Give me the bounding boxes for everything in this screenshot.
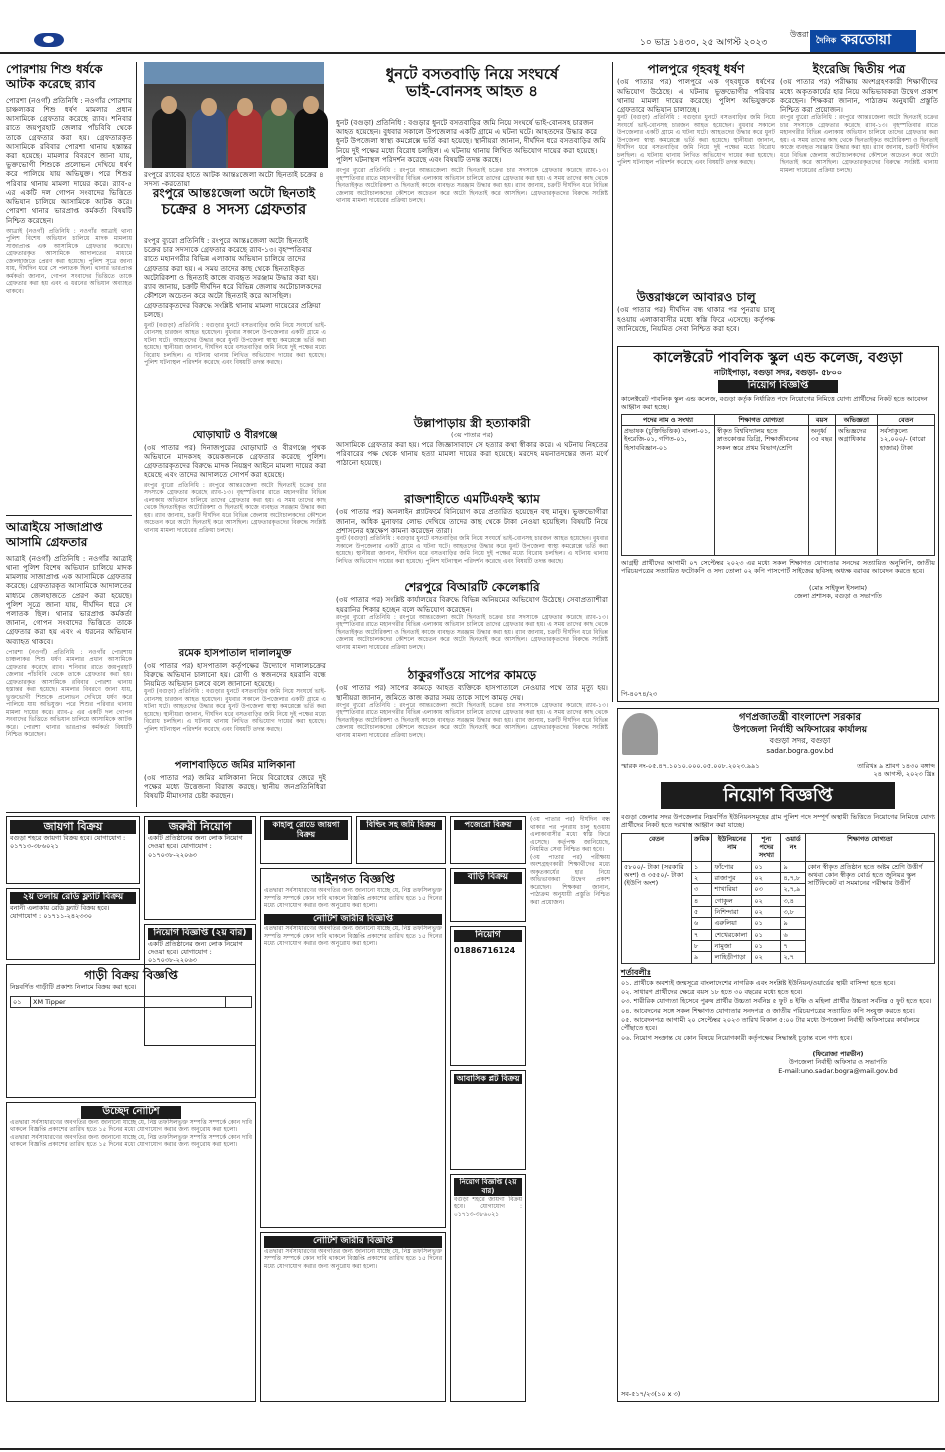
ad-table (621, 414, 935, 556)
ad-body: বগুড়া শহরে জায়গা বিক্রয় হবে। যোগাযোগ : ০১৭১৩-৩৮৬০২১ (10, 834, 126, 851)
article-body-cont: রংপুর ব্যুরো প্রতিনিধি : রংপুরে আন্তঃজেলা অটো ছিনতাই চক্রের চার সদস্যকে গ্রেফতার করেছে র‌্যাব-১৩। বৃহস্পতিবার রাতে মহানগরীর বিভিন্ন এলাকায় অভিযান চালিয়ে তাদের গ্রেফতার করা হয়। এ সময় তাদের কাছ থেকে ছিনতাইকৃত অটোরিকশা ও ছিনতাই কাজে ব্যবহৃত সরঞ্জাম উদ্ধার করা হয়। র‌্যাব জানায়, চক্রটি দীর্ঘদিন ধরে বিভিন্ন জেলায় অটোচালকদের কৌশলে অচেতন করে অটো ছিনতাই করে আসছিল। গ্রেফতারকৃতদের বিরুদ্ধে সংশ্লিষ্ট থানায় মামলা দায়েরের প্রক্রিয়া চলছে। (336, 701, 608, 739)
article-title: পালপুরে গৃহবধূ ধর্ষণ (647, 62, 745, 76)
table-header: শূন্য পদের সংখ্যা (752, 833, 781, 861)
headline-line1: ধুনটে বসতবাড়ি নিয়ে সংঘর্ষে (385, 65, 559, 83)
table-cell: ০১ (752, 861, 781, 872)
gov-date (857, 762, 935, 779)
table-cell: ০১ (11, 996, 31, 1007)
gari-table (10, 996, 252, 1008)
ad-heading: বিল্ডিং সহ জমি বিক্রয় (360, 820, 442, 830)
table-cell: এরুলিয়া (712, 918, 752, 929)
table-header: বেতন (622, 833, 692, 861)
table-cell: ৪,৭,৮ (781, 873, 805, 884)
table-cell: রাজাপুর (712, 873, 752, 884)
headline-line2: ভাই-বোনসহ আহত ৪ (406, 81, 538, 100)
article-ullapara (336, 416, 608, 488)
ad-heading: ২য় তলায় রেডি ফ্ল্যাট বিক্রয় (10, 892, 136, 904)
article-body-cont: রংপুর ব্যুরো প্রতিনিধি : রংপুরে আন্তঃজেলা অটো ছিনতাই চক্রের চার সদস্যকে গ্রেফতার করেছে র‌্যাব-১৩। বৃহস্পতিবার রাতে মহানগরীর বিভিন্ন এলাকায় অভিযান চালিয়ে তাদের গ্রেফতার করা হয়। এ সময় তাদের কাছ থেকে ছিনতাইকৃত অটোরিকশা ও ছিনতাই কাজে ব্যবহৃত সরঞ্জাম উদ্ধার করা হয়। র‌্যাব জানায়, চক্রটি দীর্ঘদিন ধরে বিভিন্ন জেলায় অটোচালকদের কৌশলে অচেতন করে অটো ছিনতাই করে আসছিল। গ্রেফতারকৃতদের বিরুদ্ধে সংশ্লিষ্ট থানায় মামলা দায়েরের প্রক্রিয়া চলছে। (144, 481, 326, 534)
table-cell: ১ (692, 861, 712, 872)
article-title: উল্লাপাড়ায় স্ত্রী হত্যাকারী (413, 416, 531, 430)
table-cell: ০১ (752, 940, 781, 951)
table-cell: ৫ (692, 906, 712, 917)
photo-head (237, 98, 253, 116)
article-body-cont: পোরশা (নওগাঁ) প্রতিনিধি : নওগাঁর পোরশায় চাঞ্চল্যকর শিশু ধর্ষণ মামলার প্রধান আসামিকে গ্রেফতার করেছে র‌্যাব। শনিবার রাতে জয়পুরহাট জেলার পাঁচবিবি থেকে তাকে গ্রেফতার করা হয়। গ্রেফতারকৃত আসামিকে রবিবার পোরশা থানায় হস্তান্তর করা হয়েছে। মামলার বিবরণে জানা যায়, ভুক্তভোগী শিশুকে প্রলোভন দেখিয়ে ধর্ষণ করে পালিয়ে যায় অভিযুক্ত। পরে শিশুর পরিবার থানায় মামলা দায়ের করে। র‌্যাব-৫ এর একটি দল গোপন সংবাদের ভিত্তিতে অভিযান চালিয়ে আসামিকে আটক করে। পোরশা থানার ভারপ্রাপ্ত কর্মকর্তা বিষয়টি নিশ্চিত করেছেন। (6, 648, 132, 739)
article-body: (৩য় পাতার পর) পরীক্ষায় অংশগ্রহণকারী শিক্ষার্থীদের মধ্যে অকৃতকার্যের হার নিয়ে অভিভাবকরা উদ্বেগ প্রকাশ করেছেন। শিক্ষকরা জানান, পাঠ্যক্রম অনুযায়ী প্রস্তুতি নিশ্চিত করা প্রয়োজন। (780, 77, 938, 115)
ad-heading: পজেরো বিক্রয় (454, 820, 522, 830)
article-title-2: আটক করেছে র‌্যাব (6, 77, 96, 92)
table-header: ক্রমিক (692, 833, 712, 861)
photo-head (303, 96, 319, 114)
table-cell: ২,৭ (781, 952, 805, 963)
table-cell: ৩,৪ (781, 895, 805, 906)
column-rule (612, 62, 613, 702)
news-photo (144, 62, 324, 168)
article-body-cont: আত্রাই (নওগাঁ) প্রতিনিধি : নওগাঁর আত্রাই থানা পুলিশ বিশেষ অভিযান চালিয়ে মাদক মামলায় সাজাপ্রাপ্ত এক আসামিকে গ্রেফতার করেছে। গ্রেফতারকৃত আসামিকে আদালতের মাধ্যমে জেলহাজতে প্রেরণ করা হয়েছে। পুলিশ সূত্রে জানা যায়, দীর্ঘদিন ধরে সে পলাতক ছিল। থানার ভারপ্রাপ্ত কর্মকর্তা জানান, গোপন সংবাদের ভিত্তিতে তাকে গ্রেফতার করা হয় এবং এ ধরনের অভিযান অব্যাহত থাকবে। (6, 227, 132, 295)
ad-heading: কাহালু রোডে জায়গা বিক্রয় (264, 820, 348, 840)
ad-phone: 01886716124 (454, 945, 516, 955)
page-logo-icon (34, 33, 64, 47)
table-header: বয়স (808, 414, 835, 425)
terms-title: শর্তাবলীঃ (621, 967, 652, 977)
article-palpur (617, 62, 775, 287)
misc-text-2: (৩য় পাতার পর) পরীক্ষায় অংশগ্রহণকারী শিক্ষার্থীদের মধ্যে অকৃতকার্যের হার নিয়ে অভিভাবকরা উদ্বেগ প্রকাশ করেছেন। শিক্ষকরা জানান, পাঠ্যক্রম অনুযায়ী প্রস্তুতি নিশ্চিত করা প্রয়োজন। (530, 853, 610, 906)
article-title: রাজশাহীতে এমটিএফই স্ক্যাম (404, 492, 540, 506)
ad-niyog (450, 926, 526, 1066)
table-cell: কোন স্বীকৃত প্রতিষ্ঠান হতে অষ্টম শ্রেণি উত্তীর্ণ অথবা কোন স্বীকৃত বোর্ড হতে জুনিয়র স্কুল সার্টিফিকেট বা সমমানের পরীক্ষায় উত্তীর্ণ (805, 861, 934, 963)
table-cell: XM Tipper (31, 996, 226, 1007)
table-cell: ৯ (781, 861, 805, 872)
table-cell: ৩,৮ (781, 906, 805, 917)
ad-pajero (450, 816, 526, 864)
table-cell: ০১ (752, 929, 781, 940)
article-title: ঠাকুরগাঁওয়ে সাপের কামড়ে (407, 668, 537, 682)
portrait-icon (622, 713, 658, 755)
photo-person (294, 108, 328, 168)
table-cell: প্রভাষক (চুক্তিভিত্তিক) বাংলা-০১, ইংরেজি-০১, গণিত-০১, হিসাববিজ্ঞান-০১ (622, 425, 715, 555)
article-title: শেরপুরে বিআরটি কেলেঙ্কারি (404, 580, 540, 594)
gov-date-1: তারিখঃ ৯ শ্রাবণ ১৪৩০ বঙ্গাব্দ (857, 761, 935, 770)
terms-item: ০৫. আবেদনপত্র আগামী ২০ সেপ্টেম্বর ২০২৩ তারিখ বিকাল ৫:০০ টার মধ্যে উপজেলা নির্বাহী অফিসারের কার্যালয়ে পৌঁছাতে হবে। (621, 1016, 920, 1033)
table-cell: ৯ (781, 918, 805, 929)
ad-gari (6, 964, 256, 1098)
article-rangpur-body (144, 236, 326, 426)
terms-list (621, 979, 935, 1042)
ad-address: নাটাইপাড়া, বগুড়া সদর, বগুড়া- ৫৮০০ (713, 367, 843, 377)
column-rule (136, 62, 137, 807)
article-english (780, 62, 938, 342)
ad-body: নিম্নবর্ণিত গাড়ীটি প্রকাশ্য নিলামে বিক্রয় করা হবে। (10, 983, 137, 992)
table-header: ইউনিয়নের নাম (712, 833, 752, 861)
gov-signature (741, 1050, 935, 1075)
terms-item: ০২. সাধারণ প্রার্থীদের ক্ষেত্রে বয়স ১৮ হতে ৩০ বছরের মধ্যে হতে হবে। (621, 988, 803, 997)
terms-item: ০৪. আবেদনের সঙ্গে সকল শিক্ষাগত যোগ্যতার সনদপত্র ও জাতীয় পরিচয়পত্রের সত্যায়িত কপি সংযুক্ত করতে হবে। (621, 1006, 915, 1015)
table-cell: ০২ (752, 952, 781, 963)
article-body: (৩য় পাতার পর) পালপুরে এক গৃহবধূকে ধর্ষণের অভিযোগ উঠেছে। এ ঘটনায় ভুক্তভোগীর পরিবার থানায় মামলা দায়ের করেছে। পুলিশ অভিযুক্তকে গ্রেফতারে অভিযান চালাচ্ছে। (617, 77, 775, 115)
ad-building (356, 816, 446, 864)
ad-body: একটি প্রতিষ্ঠানের জন্য লোক নিয়োগ দেওয়া হবে। যোগাযোগ : ০১৭০৩৮-২২০৬৩ (148, 834, 243, 859)
ad-plot (450, 1070, 526, 1170)
notice-body: এতদ্বারা সর্বসাধারণের অবগতির জন্য জানানো যাচ্ছে যে, নিম্ন তফসিলভুক্ত সম্পত্তি সম্পর্কে কোন দাবি থাকলে বিজ্ঞপ্তি প্রকাশের তারিখ হতে ১৫ দিনের মধ্যে যোগাযোগ করার জন্য অনুরোধ করা হলো। (264, 925, 442, 948)
gov-table-body (622, 861, 935, 963)
ad-kahalu (260, 816, 352, 864)
signature-name: (মোঃ সাইফুল ইসলাম) (809, 583, 867, 592)
terms-item: ০৬. নিয়োগ সংক্রান্ত যে কোন বিষয়ে নিয়োগকারী কর্তৃপক্ষের সিদ্ধান্তই চূড়ান্ত বলে গণ্য হবে। (621, 1033, 853, 1042)
table-cell: ০৩ (752, 884, 781, 895)
table-cell: নিশিন্দারা (712, 906, 752, 917)
ad-body-cont: এতদ্বারা সর্বসাধারণের অবগতির জন্য জানানো যাচ্ছে যে, নিম্ন তফসিলভুক্ত সম্পত্তি সম্পর্কে কোন দাবি থাকলে বিজ্ঞপ্তি প্রকাশের তারিখ হতে ১৫ দিনের মধ্যে যোগাযোগ করার জন্য অনুরোধ করা হলো। (10, 1133, 252, 1149)
article-title: পোরশায় শিশু ধর্ষকে (6, 62, 103, 76)
ad-title: কালেক্টরেট পাবলিক স্কুল এন্ড কলেজ, বগুড়া (653, 350, 903, 366)
article-dhunat-body (336, 118, 608, 413)
table-cell: ২ (692, 873, 712, 884)
ad-heading: জায়গা বিক্রয় (10, 820, 136, 834)
notice-heading: নোটিশ জারীর বিজ্ঞপ্তি (264, 914, 442, 926)
article-title: উত্তরাঞ্চলে আবারও চালু (636, 290, 756, 304)
header-date: ১০ ভাদ্র ১৪৩০, ২৫ আগস্ট ২০২৩ (640, 38, 768, 48)
ad-legal (260, 868, 446, 1228)
ad-notice-badge: নিয়োগ বিজ্ঞপ্তি (718, 380, 838, 393)
table-cell: অনূর্ধ্ব ৩৫ বছর (808, 425, 835, 555)
article-body: আসামিকে গ্রেফতার করা হয়। পরে জিজ্ঞাসাবাদে সে হত্যার কথা স্বীকার করে। এ ঘটনায় নিহতের পরিবারের পক্ষ থেকে থানায় হত্যা মামলা দায়ের করা হয়েছে। মরদেহ ময়নাতদন্তের জন্য মর্গে পাঠানো হয়েছে। (336, 439, 608, 468)
ad-bari (450, 868, 526, 922)
terms-item: ০১. প্রার্থীকে অবশ্যই জন্মসূত্রে বাংলাদেশের নাগরিক এবং সংশ্লিষ্ট ইউনিয়ন/ওয়ার্ডের স্থায়ী বাসিন্দা হতে হবে। (621, 978, 896, 987)
header-page-label: উত্তরা (790, 30, 809, 39)
article-title: আত্রাইয়ে সাজাপ্রাপ্ত (6, 520, 103, 534)
table-header: ওয়ার্ড নং (781, 833, 805, 861)
table-row (622, 861, 935, 872)
photo-person (262, 108, 296, 168)
table-header: পদের নাম ও সংখ্যা (622, 414, 715, 425)
table-cell: ৫৮০০/- টাকা (সরকারি অংশ) ও ৩৫৫০/- টাকা (ইউপি অংশ) (622, 861, 692, 963)
footer-rule (0, 1448, 945, 1450)
terms-item: ০৩. শারীরিক যোগ্যতা হিসেবে পুরুষ প্রার্থীর উচ্চতা সর্বনিম্ন ৫ ফুট ৪ ইঞ্চি ও মহিলা প্রার্থীর উচ্চতা সর্বনিম্ন ৫ ফুট হতে হবে। (621, 997, 932, 1006)
article-body: (৩য় পাতার পর) দীর্ঘদিন বন্ধ থাকার পর পুনরায় চালু হওয়ায় এলাকাবাসীর মধ্যে স্বস্তি ফিরে এসেছে। কর্তৃপক্ষ জানিয়েছে, নিয়মিত সেবা নিশ্চিত করা হবে। (617, 305, 775, 333)
misc-column (530, 816, 610, 1402)
ad-flat (6, 888, 140, 960)
article-atrai (6, 520, 132, 800)
article-title: ইংরেজি দ্বিতীয় পত্র (812, 62, 906, 76)
ad-heading: নিয়োগ (454, 930, 522, 942)
table-cell: ০২ (752, 873, 781, 884)
ad-heading: বাড়ি বিক্রয় (454, 872, 522, 884)
photo-head (161, 96, 177, 114)
gov-place: বগুড়া সদর, বগুড়া (769, 736, 831, 746)
ad-heading: উচ্ছেদ নোটিশ (81, 1106, 181, 1119)
table-cell: গোকুল (712, 895, 752, 906)
headline-line2: চক্রের ৪ সদস্য গ্রেফতার (161, 200, 307, 219)
ad-intro: কালেক্টরেট পাবলিক স্কুল এন্ড কলেজ, বগুড়া কর্তৃক নির্ধারিত পদে নিয়োগের নিমিত্তে যোগ্য প্রার্থীদের নিকট হতে আবেদন আহ্বান করা হচ্ছে। (621, 394, 928, 412)
article-polash (144, 760, 326, 810)
table-cell: ৬ (781, 929, 805, 940)
article-title: ঘোড়াঘাট ও বীরগঞ্জে (192, 430, 278, 441)
ad-code: সব-৫১৭/২৩(১০ x ৩) (621, 1389, 681, 1398)
table-cell: ৯ (692, 952, 712, 963)
ad-heading: গাড়ী বিক্রয় বিজ্ঞপ্তি (84, 968, 178, 982)
ad-uchched (6, 1102, 256, 1402)
photo-person (228, 108, 262, 168)
table-header: অভিজ্ঞতা (835, 414, 877, 425)
gov-email: E-mail:uno.sadar.bogra@mail.gov.bd (778, 1066, 898, 1075)
article-ghoraghat (144, 430, 326, 645)
divider (6, 515, 132, 516)
divider (6, 812, 610, 813)
article-body: (৩য় পাতার পর) হাসপাতাল কর্তৃপক্ষের উদ্যোগে দালালচক্রের বিরুদ্ধে অভিযান চালানো হয়। রোগী ও স্বজনদের হয়রানি বন্ধে নিয়মিত অভিযান চলবে বলে জানানো হয়েছে। (144, 660, 326, 689)
masthead-name: করতোয়া (841, 32, 892, 49)
table-cell: সর্বসাকুল্যে ১২,০০০/- (বারো হাজার) টাকা (877, 425, 934, 555)
gov-memo-row (621, 762, 935, 779)
table-cell: ০১ (752, 918, 781, 929)
ad-terms: আগ্রহী প্রার্থীদের আগামী ০৭ সেপ্টেম্বর ২০২৩ এর মধ্যে সকল শিক্ষাগত যোগ্যতার সনদের সত্যায়িত অনুলিপি, জাতীয় পরিচয়পত্রের সত্যায়িত ফটোকপি ও সদ্য তোলা ০২ কপি পাসপোর্ট সাইজের ছবিসহ অধ্যক্ষ বরাবর আবেদন করতে হবে। (621, 558, 935, 576)
article-body: আত্রাই (নওগাঁ) প্রতিনিধি : নওগাঁর আত্রাই থানা পুলিশ বিশেষ অভিযান চালিয়ে মাদক মামলায় সাজাপ্রাপ্ত এক আসামিকে গ্রেফতার করেছে। গ্রেফতারকৃত আসামিকে আদালতের মাধ্যমে জেলহাজতে প্রেরণ করা হয়েছে। পুলিশ সূত্রে জানা যায়, দীর্ঘদিন ধরে সে পলাতক ছিল। থানার ভারপ্রাপ্ত কর্মকর্তা জানান, গোপন সংবাদের ভিত্তিতে তাকে গ্রেফতার করা হয় এবং এ ধরনের অভিযান অব্যাহত থাকবে। (6, 553, 132, 646)
gov-notice-badge: নিয়োগ বিজ্ঞপ্তি (661, 782, 895, 809)
table-cell: ৩ (692, 884, 712, 895)
table-header: শিক্ষাগত যোগ্যতা (714, 414, 808, 425)
gov-title: গণপ্রজাতন্ত্রী বাংলাদেশ সরকার (739, 712, 861, 723)
headline-dhunat (336, 66, 608, 116)
article-body-cont: রংপুর ব্যুরো প্রতিনিধি : রংপুরে আন্তঃজেলা অটো ছিনতাই চক্রের চার সদস্যকে গ্রেফতার করেছে র‌্যাব-১৩। বৃহস্পতিবার রাতে মহানগরীর বিভিন্ন এলাকায় অভিযান চালিয়ে তাদের গ্রেফতার করা হয়। এ সময় তাদের কাছ থেকে ছিনতাইকৃত অটোরিকশা ও ছিনতাই কাজে ব্যবহৃত সরঞ্জাম উদ্ধার করা হয়। র‌্যাব জানায়, চক্রটি দীর্ঘদিন ধরে বিভিন্ন জেলায় অটোচালকদের কৌশলে অচেতন করে অটো ছিনতাই করে আসছিল। গ্রেফতারকৃতদের বিরুদ্ধে সংশ্লিষ্ট থানায় মামলা দায়েরের প্রক্রিয়া চলছে। (336, 613, 608, 651)
table-cell: ৭ (692, 929, 712, 940)
ad-body: এতদ্বারা সর্বসাধারণের অবগতির জন্য জানানো যাচ্ছে যে, নিম্ন তফসিলভুক্ত সম্পত্তি সম্পর্কে কোন দাবি থাকলে বিজ্ঞপ্তি প্রকাশের তারিখ হতে ১৫ দিনের মধ্যে যোগাযোগ করার জন্য অনুরোধ করা হলো। (264, 887, 442, 910)
photo-person (192, 108, 226, 168)
table-cell: ফাঁপোর (712, 861, 752, 872)
ad-jaiga (6, 816, 140, 884)
ad-heading: নোটিশ জারীর বিজ্ঞপ্তি (264, 1236, 442, 1248)
ad-body: এতদ্বারা সর্বসাধারণের অবগতির জন্য জানানো যাচ্ছে যে, নিম্ন তফসিলভুক্ত সম্পত্তি সম্পর্কে কোন দাবি থাকলে বিজ্ঞপ্তি প্রকাশের তারিখ হতে ১৫ দিনের মধ্যে যোগাযোগ করার জন্য অনুরোধ করা হলো। (264, 1247, 442, 1270)
masthead (810, 30, 916, 52)
article-body: ধুনট (বগুড়া) প্রতিনিধি : বগুড়ার ধুনটে বসতবাড়ির জমি নিয়ে সংঘর্ষে ভাই-বোনসহ চারজন আহত হয়েছেন। বুধবার সকালে উপজেলার একটি গ্রামে এ ঘটনা ঘটে। আহতদের উদ্ধার করে ধুনট উপজেলা স্বাস্থ্য কমপ্লেক্সে ভর্তি করা হয়েছে। স্থানীয়রা জানান, দীর্ঘদিন ধরে বসতবাড়ির জমি নিয়ে দুই পক্ষের মধ্যে বিরোধ চলছিল। এ ঘটনায় থানায় লিখিত অভিযোগ দায়ের করা হয়েছে। পুলিশ ঘটনাস্থল পরিদর্শন করেছে এবং বিষয়টি তদন্ত করছে। (336, 118, 606, 164)
photo-caption: রংপুরে র‌্যাবের হাতে আটক আন্তঃজেলা অটো ছিনতাই চক্রের ৪ সদস্য -করতোয়া (144, 170, 324, 189)
article-title: রমেক হাসপাতাল দালালমুক্ত (178, 648, 292, 659)
page-header (0, 0, 945, 54)
gov-table (621, 833, 935, 964)
gov-web: sadar.bogra.gov.bd (766, 746, 834, 755)
table-header: শিক্ষাগত যোগ্যতা (805, 833, 934, 861)
misc-text: (৩য় পাতার পর) দীর্ঘদিন বন্ধ থাকার পর পুনরায় চালু হওয়ায় এলাকাবাসীর মধ্যে স্বস্তি ফিরে এসেছে। কর্তৃপক্ষ জানিয়েছে, নিয়মিত সেবা নিশ্চিত করা হবে। (530, 816, 610, 853)
table-cell: শাখারিয়া (712, 884, 752, 895)
ad-heading: জরুরী নিয়োগ (148, 820, 252, 834)
article-body-cont: রংপুর ব্যুরো প্রতিনিধি : রংপুরে আন্তঃজেলা অটো ছিনতাই চক্রের চার সদস্যকে গ্রেফতার করেছে র‌্যাব-১৩। বৃহস্পতিবার রাতে মহানগরীর বিভিন্ন এলাকায় অভিযান চালিয়ে তাদের গ্রেফতার করা হয়। এ সময় তাদের কাছ থেকে ছিনতাইকৃত অটোরিকশা ও ছিনতাই কাজে ব্যবহৃত সরঞ্জাম উদ্ধার করা হয়। র‌্যাব জানায়, চক্রটি দীর্ঘদিন ধরে বিভিন্ন জেলায় অটোচালকদের কৌশলে অচেতন করে অটো ছিনতাই করে আসছিল। গ্রেফতারকৃতদের বিরুদ্ধে সংশ্লিষ্ট থানায় মামলা দায়েরের প্রক্রিয়া চলছে। (336, 167, 608, 205)
gov-memo: স্মারক নং-০৫.৪৭.১০১০.০০০.০৫.০০৮.২০২৩.৯৯১ (621, 761, 760, 770)
photo-banner (144, 62, 324, 84)
ad-body: একটি প্রতিষ্ঠানের জন্য লোক নিয়োগ দেওয়া হবে। যোগাযোগ : ০১৭০৩৮-২২০৬৩ (148, 939, 243, 965)
headline-line1: রংপুরে আন্তঃজেলা অটো ছিনতাই (152, 186, 316, 200)
article-sub: (৩য় পাতার পর) (451, 431, 493, 440)
ad-body: বগুড়া শহরে জায়গা বিক্রয় হবে। যোগাযোগ : ০১৭১৩-৩৮৬০২১ (454, 1195, 522, 1218)
table-cell: ২,৭,৯ (781, 884, 805, 895)
signature-role: জেলা প্রশাসক, বগুড়া ও সভাপতি (794, 591, 882, 600)
table-cell: ৬ (692, 918, 712, 929)
gov-recruitment-ad (617, 708, 939, 1402)
article-porsha (6, 62, 132, 512)
article-thakurgaon (336, 668, 608, 758)
ad-heading: নিয়োগ বিজ্ঞপ্তি (২য় বার) (148, 928, 252, 940)
table-cell: ৮ (692, 940, 712, 951)
table-cell: ০২ (752, 895, 781, 906)
signature-name: (ফিরোজা পারভীন) (812, 1049, 864, 1058)
table-header: বেতন (877, 414, 934, 425)
article-body: (৩য় পাতার পর) অনলাইন প্ল্যাটফর্মে বিনিয়োগ করে প্রতারিত হয়েছেন বহু মানুষ। ভুক্তভোগীরা জানান, অধিক মুনাফার লোভ দেখিয়ে তাদের কাছ থেকে টাকা নেওয়া হয়েছিল। বিষয়টি নিয়ে প্রশাসনের হস্তক্ষেপ কামনা করেছেন তারা। (336, 507, 608, 535)
gov-intro: বগুড়া জেলার সদর উপজেলার নিম্নবর্ণিত ইউনিয়নসমূহের গ্রাম পুলিশ পদে সম্পূর্ণ অস্থায়ী ভিত্তিতে নিয়োগের নিমিত্তে যোগ্য প্রার্থীদের নিকট হতে দরখাস্ত আহ্বান করা যাচ্ছে। (621, 813, 935, 830)
article-body-cont: ধুনট (বগুড়া) প্রতিনিধি : বগুড়ার ধুনটে বসতবাড়ির জমি নিয়ে সংঘর্ষে ভাই-বোনসহ চারজন আহত হয়েছেন। বুধবার সকালে উপজেলার একটি গ্রামে এ ঘটনা ঘটে। আহতদের উদ্ধার করে ধুনট উপজেলা স্বাস্থ্য কমপ্লেক্সে ভর্তি করা হয়েছে। স্থানীয়রা জানান, দীর্ঘদিন ধরে বসতবাড়ির জমি নিয়ে দুই পক্ষের মধ্যে বিরোধ চলছিল। এ ঘটনায় থানায় লিখিত অভিযোগ দায়ের করা হয়েছে। পুলিশ ঘটনাস্থল পরিদর্শন করেছে এবং বিষয়টি তদন্ত করছে। (144, 321, 326, 367)
table-cell: ০২ (752, 906, 781, 917)
article-body: (৩য় পাতার পর) জমির মালিকানা নিয়ে বিরোধের জেরে দুই পক্ষের মধ্যে উত্তেজনা বিরাজ করছে। স্থানীয় জনপ্রতিনিধিরা বিষয়টি মীমাংসার চেষ্টা করছেন। (144, 772, 326, 801)
headline-rangpur (144, 186, 324, 234)
ad-heading: নিয়োগ বিজ্ঞপ্তি (২য় বার) (454, 1178, 522, 1196)
photo-head (271, 98, 287, 116)
gov-office: উপজেলা নির্বাহী অফিসারের কার্যালয় (732, 724, 868, 735)
article-sherpur (336, 580, 608, 665)
table-cell: অভিজ্ঞদের অগ্রাধিকার (835, 425, 877, 555)
photo-person (152, 108, 186, 168)
table-cell (226, 996, 252, 1007)
article-body-cont: রংপুর ব্যুরো প্রতিনিধি : রংপুরে আন্তঃজেলা অটো ছিনতাই চক্রের চার সদস্যকে গ্রেফতার করেছে র‌্যাব-১৩। বৃহস্পতিবার রাতে মহানগরীর বিভিন্ন এলাকায় অভিযান চালিয়ে তাদের গ্রেফতার করা হয়। এ সময় তাদের কাছ থেকে ছিনতাইকৃত অটোরিকশা ও ছিনতাই কাজে ব্যবহৃত সরঞ্জাম উদ্ধার করা হয়। র‌্যাব জানায়, চক্রটি দীর্ঘদিন ধরে বিভিন্ন জেলায় অটোচালকদের কৌশলে অচেতন করে অটো ছিনতাই করে আসছিল। গ্রেফতারকৃতদের বিরুদ্ধে সংশ্লিষ্ট থানায় মামলা দায়েরের প্রক্রিয়া চলছে। (780, 114, 938, 174)
gov-date-2: ২৪ আগস্ট, ২০২৩ খ্রিঃ (873, 769, 935, 778)
ad-body: বনানী এলাকায় রেডি ফ্ল্যাট বিক্রয় হবে। যোগাযোগ : ০১৭১১-২৪২৩৩০ (10, 903, 110, 920)
table-cell: স্বীকৃত বিশ্ববিদ্যালয় হতে স্নাতকোত্তর ডিগ্রি, শিক্ষাজীবনের সকল স্তরে প্রথম বিভাগ/শ্রেণি (714, 425, 808, 555)
table-cell: ৭ (781, 940, 805, 951)
article-body-cont: ধুনট (বগুড়া) প্রতিনিধি : বগুড়ার ধুনটে বসতবাড়ির জমি নিয়ে সংঘর্ষে ভাই-বোনসহ চারজন আহত হয়েছেন। বুধবার সকালে উপজেলার একটি গ্রামে এ ঘটনা ঘটে। আহতদের উদ্ধার করে ধুনট উপজেলা স্বাস্থ্য কমপ্লেক্সে ভর্তি করা হয়েছে। স্থানীয়রা জানান, দীর্ঘদিন ধরে বসতবাড়ির জমি নিয়ে দুই পক্ষের মধ্যে বিরোধ চলছিল। এ ঘটনায় থানায় লিখিত অভিযোগ দায়ের করা হয়েছে। পুলিশ ঘটনাস্থল পরিদর্শন করেছে এবং বিষয়টি তদন্ত করছে। (336, 535, 608, 565)
ad-body: এতদ্বারা সর্বসাধারণের অবগতির জন্য জানানো যাচ্ছে যে, নিম্ন তফসিলভুক্ত সম্পত্তি সম্পর্কে কোন দাবি থাকলে বিজ্ঞপ্তি প্রকাশের তারিখ হতে ১৫ দিনের মধ্যে যোগাযোগ করার জন্য অনুরোধ করা হলো। (10, 1118, 252, 1134)
table-cell: ৪ (692, 895, 712, 906)
article-body: পোরশা (নওগাঁ) প্রতিনিধি : নওগাঁর পোরশায় চাঞ্চল্যকর শিশু ধর্ষণ মামলার প্রধান আসামিকে গ্রেফতার করেছে র‌্যাব। শনিবার রাতে জয়পুরহাট জেলার পাঁচবিবি থেকে তাকে গ্রেফতার করা হয়। গ্রেফতারকৃত আসামিকে রবিবার পোরশা থানায় হস্তান্তর করা হয়েছে। মামলার বিবরণে জানা যায়, ভুক্তভোগী শিশুকে প্রলোভন দেখিয়ে ধর্ষণ করে পালিয়ে যায় অভিযুক্ত। পরে শিশুর পরিবার থানায় মামলা দায়ের করে। র‌্যাব-৫ এর একটি দল গোপন সংবাদের ভিত্তিতে অভিযান চালিয়ে আসামিকে আটক করে। পোরশা থানার ভারপ্রাপ্ত কর্মকর্তা বিষয়টি নিশ্চিত করেছেন। (6, 95, 132, 225)
ad-heading: আবাসিক প্লট বিক্রয় (454, 1074, 522, 1084)
signature-role: উপজেলা নির্বাহী অফিসার ও সভাপতি (788, 1058, 888, 1067)
article-body: (৩য় পাতার পর) সাপের কামড়ে আহত ব্যক্তিকে হাসপাতালে নেওয়ার পথে তার মৃত্যু হয়। স্থানীয়রা জানান, জমিতে কাজ করার সময় তাকে সাপে কামড় দেয়। (336, 683, 608, 702)
article-rajshahi (336, 492, 608, 577)
article-ultapara (617, 290, 775, 342)
ad-code: পি-৪০৭৪/২৩ (621, 689, 658, 698)
college-recruitment-ad (617, 346, 939, 702)
table-cell: লাহিড়ীপাড়া (712, 952, 752, 963)
ad-niyog2 (450, 1174, 526, 1402)
article-body: রংপুর ব্যুরো প্রতিনিধি : রংপুরে আন্তঃজেলা অটো ছিনতাই চক্রের চার সদস্যকে গ্রেফতার করেছে র‌্যাব-১৩। বৃহস্পতিবার রাতে মহানগরীর বিভিন্ন এলাকায় অভিযান চালিয়ে তাদের গ্রেফতার করা হয়। এ সময় তাদের কাছ থেকে ছিনতাইকৃত অটোরিকশা ও ছিনতাই কাজে ব্যবহৃত সরঞ্জাম উদ্ধার করা হয়। র‌্যাব জানায়, চক্রটি দীর্ঘদিন ধরে বিভিন্ন জেলায় অটোচালকদের কৌশলে অচেতন করে অটো ছিনতাই করে আসছিল। গ্রেফতারকৃতদের বিরুদ্ধে সংশ্লিষ্ট থানায় মামলা দায়েরের প্রক্রিয়া চলছে। (144, 236, 322, 319)
table-cell: নামুজা (712, 940, 752, 951)
article-body: (৩য় পাতার পর) দিনাজপুরের ঘোড়াঘাট ও বীরগঞ্জে পৃথক অভিযানে মাদকসহ কয়েকজনকে গ্রেফতার করেছে পুলিশ। গ্রেফতারকৃতদের বিরুদ্ধে মাদক নিয়ন্ত্রণ আইনে মামলা দায়ের করা হয়েছে এবং তাদের আদালতে সোপর্দ করা হয়েছে। (144, 442, 326, 480)
article-body-cont: ধুনট (বগুড়া) প্রতিনিধি : বগুড়ার ধুনটে বসতবাড়ির জমি নিয়ে সংঘর্ষে ভাই-বোনসহ চারজন আহত হয়েছেন। বুধবার সকালে উপজেলার একটি গ্রামে এ ঘটনা ঘটে। আহতদের উদ্ধার করে ধুনট উপজেলা স্বাস্থ্য কমপ্লেক্সে ভর্তি করা হয়েছে। স্থানীয়রা জানান, দীর্ঘদিন ধরে বসতবাড়ির জমি নিয়ে দুই পক্ষের মধ্যে বিরোধ চলছিল। এ ঘটনায় থানায় লিখিত অভিযোগ দায়ের করা হয়েছে। পুলিশ ঘটনাস্থল পরিদর্শন করেছে এবং বিষয়টি তদন্ত করছে। (617, 114, 775, 167)
photo-head (201, 98, 217, 116)
ad-joruri (144, 816, 256, 920)
ad-heading: আইনগত বিজ্ঞপ্তি (311, 872, 395, 886)
ad-notice2 (260, 1232, 446, 1402)
article-title-2: আসামি গ্রেফতার (6, 535, 88, 550)
article-title: পলাশবাড়িতে জমির মালিকানা (174, 760, 296, 771)
table-cell: শেখেরকোলা (712, 929, 752, 940)
ad-signature (741, 584, 935, 601)
article-body: (৩য় পাতার পর) সংশ্লিষ্ট কার্যালয়ের বিরুদ্ধে বিভিন্ন অনিয়মের অভিযোগ উঠেছে। সেবাপ্রত্যাশীরা হয়রানির শিকার হচ্ছেন বলে অভিযোগ করেছেন। (336, 595, 608, 614)
article-body-cont: ধুনট (বগুড়া) প্রতিনিধি : বগুড়ার ধুনটে বসতবাড়ির জমি নিয়ে সংঘর্ষে ভাই-বোনসহ চারজন আহত হয়েছেন। বুধবার সকালে উপজেলার একটি গ্রামে এ ঘটনা ঘটে। আহতদের উদ্ধার করে ধুনট উপজেলা স্বাস্থ্য কমপ্লেক্সে ভর্তি করা হয়েছে। স্থানীয়রা জানান, দীর্ঘদিন ধরে বসতবাড়ির জমি নিয়ে দুই পক্ষের মধ্যে বিরোধ চলছিল। এ ঘটনায় থানায় লিখিত অভিযোগ দায়ের করা হয়েছে। পুলিশ ঘটনাস্থল পরিদর্শন করেছে এবং বিষয়টি তদন্ত করছে। (144, 688, 326, 733)
article-rameq (144, 648, 326, 758)
masthead-small: দৈনিক (816, 35, 837, 45)
